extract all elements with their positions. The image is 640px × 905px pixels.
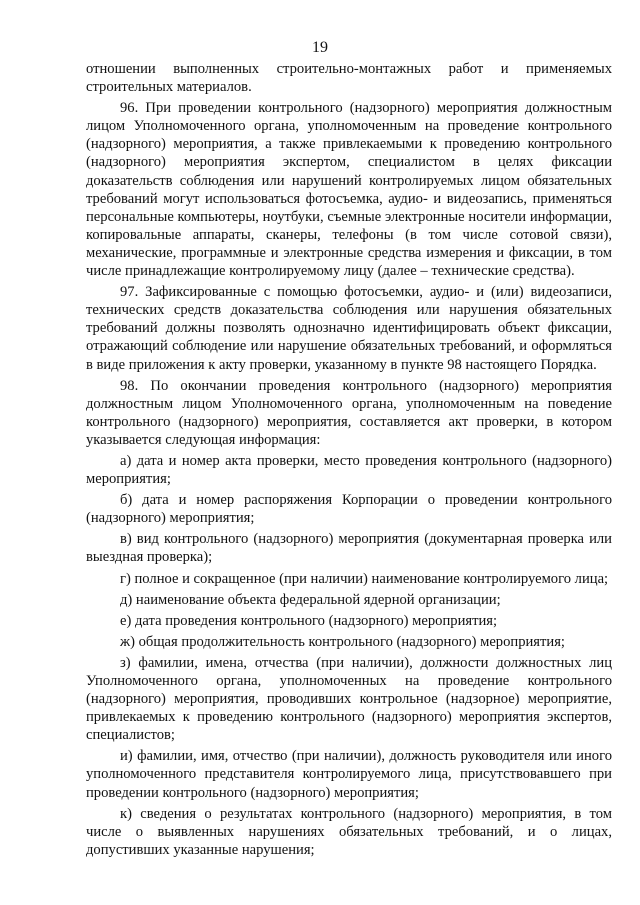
page-number: 19 <box>312 39 328 56</box>
document-body <box>86 60 612 862</box>
list-item-g: г) полное и сокращенное (при наличии) наименование контролируемого лица; <box>120 570 609 587</box>
paragraph-continuation: отношении выполненных строительно-монтажных работ и применяемых строительных материалов. <box>86 61 612 96</box>
list-item-d: д) наименование объекта федеральной ядерной организации; <box>120 591 501 608</box>
paragraph-97: 97. Зафиксированные с помощью фотосъемки, аудио- и (или) видеозаписи, технических средств доказательства соблюдения или нарушения обязательных требований должны позволять однозначно идентифицировать объект фиксации, отражающий соблюдение или нарушение обязательных требований, и оформляться в виде приложения к акту проверки, указанному в пункте 98 настоящего Порядка. <box>86 284 612 373</box>
list-item-i: и) фамилии, имя, отчество (при наличии), должность руководителя или иного уполномоченного представителя контролируемого лица, присутствовавшего при проведении контрольного (надзорного) мероприятия; <box>86 748 612 801</box>
list-item-v: в) вид контрольного (надзорного) мероприятия (документарная проверка или выездная проверка); <box>86 531 612 566</box>
paragraph-98: 98. По окончании проведения контрольного (надзорного) мероприятия должностным лицом Уполномоченного органа, уполномоченным на поведение контрольного (надзорного) мероприятия, составляется акт проверки, в котором указывается следующая информация: <box>86 377 612 448</box>
list-item-b: б) дата и номер распоряжения Корпорации о проведении контрольного (надзорного) мероприятия; <box>86 492 612 527</box>
paragraph-96: 96. При проведении контрольного (надзорного) мероприятия должностным лицом Уполномоченного органа, уполномоченным на проведение контрольного (надзорного) мероприятия, а также привлекаемыми к проведению контрольного (надзорного) мероприятия экспертом, специалистом в целях фиксации доказательств соблюдения или нарушений контролируемых лицом обязательных требований могут использоваться фотосъемка, аудио- и видеозапись, применяться персональные компьютеры, ноутбуки, съемные электронные носители информации, копировальные аппараты, сканеры, телефоны (в том числе сотовой связи), механические, программные и электронные средства измерения и фиксации, в том числе принадлежащие контролируемому лицу (далее – технические средства). <box>86 100 612 280</box>
list-item-k: к) сведения о результатах контрольного (надзорного) мероприятия, в том числе о выявленных нарушениях обязательных требований, и о лицах, допустивших указанные нарушения; <box>86 805 612 858</box>
list-item-e: е) дата проведения контрольного (надзорного) мероприятия; <box>120 612 498 629</box>
list-item-zh: ж) общая продолжительность контрольного (надзорного) мероприятия; <box>120 633 565 650</box>
list-item-z: з) фамилии, имена, отчества (при наличии), должности должностных лиц Уполномоченного органа, уполномоченных на проведение контрольного (надзорного) мероприятия, проводивших контрольное (надзорное) мероприятие, привлекаемых к проведению контрольного (надзорного) мероприятия экспертов, специалистов; <box>86 654 612 744</box>
list-item-a: а) дата и номер акта проверки, место проведения контрольного (надзорного) мероприятия; <box>86 452 612 488</box>
